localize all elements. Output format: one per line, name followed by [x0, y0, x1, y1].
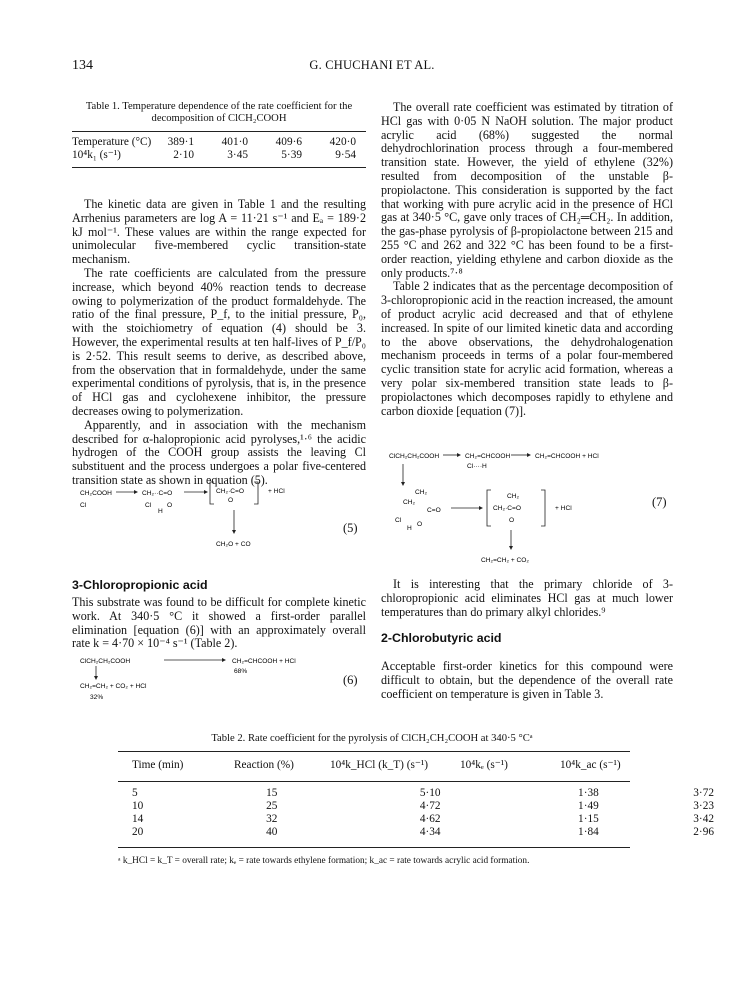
equation-7-scheme — [381, 442, 673, 568]
table1-bottom-rule — [72, 167, 366, 168]
scheme-text: H — [158, 508, 163, 515]
paragraph: Acceptable first-order kinetics for this compound were difficult to obtain, but the dependence of the overall rate coefficient on temperature is given in Table 3. — [381, 659, 673, 701]
scheme-text: C=O — [427, 507, 441, 514]
right-column-text — [381, 101, 673, 418]
table-cell: 25 — [266, 800, 278, 812]
table1-row — [72, 136, 356, 149]
table1-cell: 3·45 — [227, 149, 248, 161]
table2-bottom-rule — [118, 847, 630, 848]
scheme-text: CH₂··C=O — [142, 490, 173, 497]
right-column-text-3 — [381, 660, 673, 701]
table-row — [132, 787, 744, 800]
scheme-text: CH₂ — [415, 489, 428, 496]
arrow-head — [204, 490, 208, 494]
scheme-text: CH₂COOH — [80, 490, 112, 497]
table2-top-rule — [118, 751, 630, 752]
table2-column-header: 10⁴k_HCl (k_T) (s⁻¹) — [330, 759, 429, 771]
table1-cell: 409·6 — [275, 136, 302, 148]
table-cell: 5·10 — [419, 787, 441, 799]
scheme-text: O — [167, 502, 173, 509]
table1-row-label: 10⁴k₁ (s⁻¹) — [72, 149, 121, 161]
left-column-text-2 — [72, 596, 366, 651]
table-cell: 5 — [132, 787, 138, 799]
table2-footnote: ᵃ k_HCl = k_T = overall rate; kₑ = rate towards ethylene formation; k_ac = rate towards acrylic acid formation. — [118, 856, 530, 866]
paragraph: This substrate was found to be difficult for complete kinetic work. At 340·5 °C it showed a first-order parallel elimination [equation (6)] with an approximately overall rate k = 4·70 × 10⁻⁴ s⁻¹ (Table 2). — [72, 595, 366, 651]
table1-cell: 401·0 — [221, 136, 248, 148]
paragraph: Apparently, and in association with the mechanism described for α-halopropionic acid pyrolyses,¹·⁶ the acidic hydrogen of the COOH group assists the leaving Cl substituent and the process undergoes a polar five-centered transition state as shown in equation (5). — [72, 417, 366, 487]
scheme-text: Cl····H — [467, 463, 487, 470]
table1-row — [72, 149, 356, 162]
table2-column-header: 10⁴k_ac (s⁻¹) — [560, 759, 621, 771]
table2-body — [132, 787, 744, 839]
table-cell: 3·42 — [693, 813, 714, 825]
arrow-head — [232, 530, 236, 534]
table1-caption: Table 1. Temperature dependence of the rate coefficient for the decomposition of ClCH₂COOH — [85, 101, 353, 124]
paragraph: It is interesting that the primary chloride of 3-chloropropionic acid eliminates HCl gas at much lower temperatures than do primary alkyl chlorides.⁹ — [381, 577, 673, 619]
scheme-text: CH₂=CHCOOH — [465, 453, 511, 460]
table-row — [132, 813, 744, 826]
table1-cell: 420·0 — [329, 136, 356, 148]
table1-top-rule — [72, 131, 366, 132]
table-row — [132, 826, 744, 839]
scheme-text: CH₂ — [403, 499, 416, 506]
table-cell: 1·49 — [578, 800, 599, 812]
arrow-head — [401, 482, 405, 486]
arrow-head — [457, 453, 461, 457]
scheme-text: CH₂·C=O — [493, 505, 522, 512]
scheme-text: CH₂=CHCOOH + HCl — [232, 658, 296, 665]
paragraph: The kinetic data are given in Table 1 and the resulting Arrhenius parameters are log A = 11·21 s⁻¹ and Eₐ = 189·2 kJ mol⁻¹. These values are within the range expected for unimolecular five-membered cyclic transition-state mechanism. — [72, 197, 366, 267]
table2-column-header: 10⁴kₑ (s⁻¹) — [460, 759, 508, 771]
scheme-text: + HCl — [555, 505, 572, 512]
table1-cell: 9·54 — [335, 149, 356, 161]
left-column-text — [72, 198, 366, 488]
bracket-left — [487, 490, 491, 526]
right-column-text-2 — [381, 578, 673, 619]
table-cell: 1·38 — [578, 787, 599, 799]
section-heading: 3-Chloropropionic acid — [72, 578, 208, 592]
arrow-head — [134, 490, 138, 494]
table1-cell: 389·1 — [167, 136, 194, 148]
arrow-head — [509, 546, 513, 550]
table2-mid-rule — [118, 781, 630, 782]
table-cell: 3·23 — [693, 800, 714, 812]
table-cell: 32 — [266, 813, 278, 825]
arrow-head — [222, 658, 226, 662]
scheme-text: CH₂O + CO — [216, 541, 251, 548]
bracket-left — [210, 482, 214, 504]
table-cell: 4·62 — [419, 813, 441, 825]
scheme-text: H — [407, 525, 412, 532]
table-cell: 4·34 — [419, 826, 441, 838]
running-head: G. CHUCHANI ET AL. — [309, 58, 435, 72]
scheme-text: CH₂·C=O — [216, 488, 245, 495]
table1-cell: 5·39 — [281, 149, 302, 161]
table-cell: 15 — [266, 787, 278, 799]
arrow-head — [94, 676, 98, 680]
table-cell: 14 — [132, 813, 144, 825]
table-cell: 40 — [266, 826, 278, 838]
table1 — [72, 136, 356, 162]
table-cell: 1·84 — [578, 826, 599, 838]
scheme-text: CH₂=CH₂ + CO₂ — [481, 557, 529, 564]
equation-number: (6) — [343, 673, 358, 687]
table1-row-label: Temperature (°C) — [72, 136, 152, 148]
scheme-text: ClCH₂CH₂COOH — [389, 453, 440, 460]
section-heading: 2-Chlorobutyric acid — [381, 631, 502, 645]
scheme-text: 32% — [90, 694, 104, 701]
scheme-text: 68% — [234, 668, 248, 675]
bracket-right — [254, 482, 258, 504]
table2-column-header: Reaction (%) — [234, 759, 294, 771]
scheme-text: O — [509, 517, 515, 524]
scheme-text: CH₂=CH₂ + CO₂ + HCl — [80, 683, 147, 690]
scheme-text: CH₂=CHCOOH + HCl — [535, 453, 599, 460]
paragraph: The overall rate coefficient was estimated by titration of HCl gas with 0·05 N NaOH solution. The major product acrylic acid (68%) suggested the normal dehydrochlorination process through a four-membered transition state. However, the yield of ethylene (32%) resulted from decomposition of the unstable β-propiolactone. This consideration is supported by the fact that working with pure acrylic acid in the presence of HCl gas at 340·5 °C, gave only traces of CH₂═CH₂. In addition, the gas-phase pyrolysis of β-propiolactone between 215 and 255 °C and 262 and 322 °C has been found to be a first-order reaction, yielding ethylene and carbon dioxide as the only products.⁷·⁸ — [381, 100, 673, 280]
table-cell: 1·15 — [578, 813, 599, 825]
table2-header-row — [132, 759, 630, 772]
arrow-head — [479, 506, 483, 510]
table1-cell: 2·10 — [173, 149, 194, 161]
table2-caption: Table 2. Rate coefficient for the pyrolysis of ClCH₂CH₂COOH at 340·5 °Cᵃ — [211, 733, 533, 744]
equation-number: (7) — [652, 495, 667, 509]
arrow-head — [527, 453, 531, 457]
paragraph: The rate coefficients are calculated from the pressure increase, which beyond 40% reaction tends to decrease owing to polymerization of the product formaldehyde. The ratio of the final pressure, P_f, to the initial pressure, P₀, with the stoichiometry of equation (4) should be 3. However, the experimental results at ten half-lives of P_f/P₀ is 2·52. This result seems to derive, as described above, from the observation that in formaldehyde, under the same experimental conditions of pyrolysis, that is, in the presence of HCl gas and cyclohexene inhibitor, the pressure decreases owing to polymerization. — [72, 265, 366, 418]
scheme-text: O — [417, 521, 423, 528]
scheme-text: O — [228, 497, 234, 504]
table-cell: 2·96 — [693, 826, 714, 838]
table2-header — [132, 759, 630, 772]
scheme-text: Cl — [395, 517, 402, 524]
page-header — [0, 58, 744, 78]
table-cell: 3·72 — [693, 787, 714, 799]
equation-number: (5) — [343, 521, 358, 535]
page-number: 134 — [72, 58, 93, 73]
table-cell: 20 — [132, 826, 144, 838]
table-cell: 4·72 — [419, 800, 441, 812]
bracket-right — [541, 490, 545, 526]
scheme-text: + HCl — [268, 488, 285, 495]
scheme-text: ClCH₂CH₂COOH — [80, 658, 131, 665]
table-cell: 10 — [132, 800, 144, 812]
scheme-text: Cl — [145, 502, 152, 509]
paragraph: Table 2 indicates that as the percentage decomposition of 3-chloropropionic acid in the reaction increased, the amount of product acrylic acid decreased and that of ethylene increased. In spite of our limited kinetic data and according to the above observations, the dehydrohalogenation mechanism proceeds in terms of a polar four-membered cyclic transition state for acrylic acid formation, whereas a very polar six-membered transition state leads to β-propiolactones which decomposes rapidly to ethylene and carbon dioxide [equation (7)]. — [381, 279, 673, 418]
equation-6-scheme — [72, 654, 366, 704]
table-row — [132, 800, 744, 813]
scheme-text: Cl — [80, 502, 87, 509]
scheme-text: CH₂ — [507, 493, 520, 500]
table2-column-header: Time (min) — [132, 759, 184, 771]
equation-5-scheme — [72, 480, 366, 560]
